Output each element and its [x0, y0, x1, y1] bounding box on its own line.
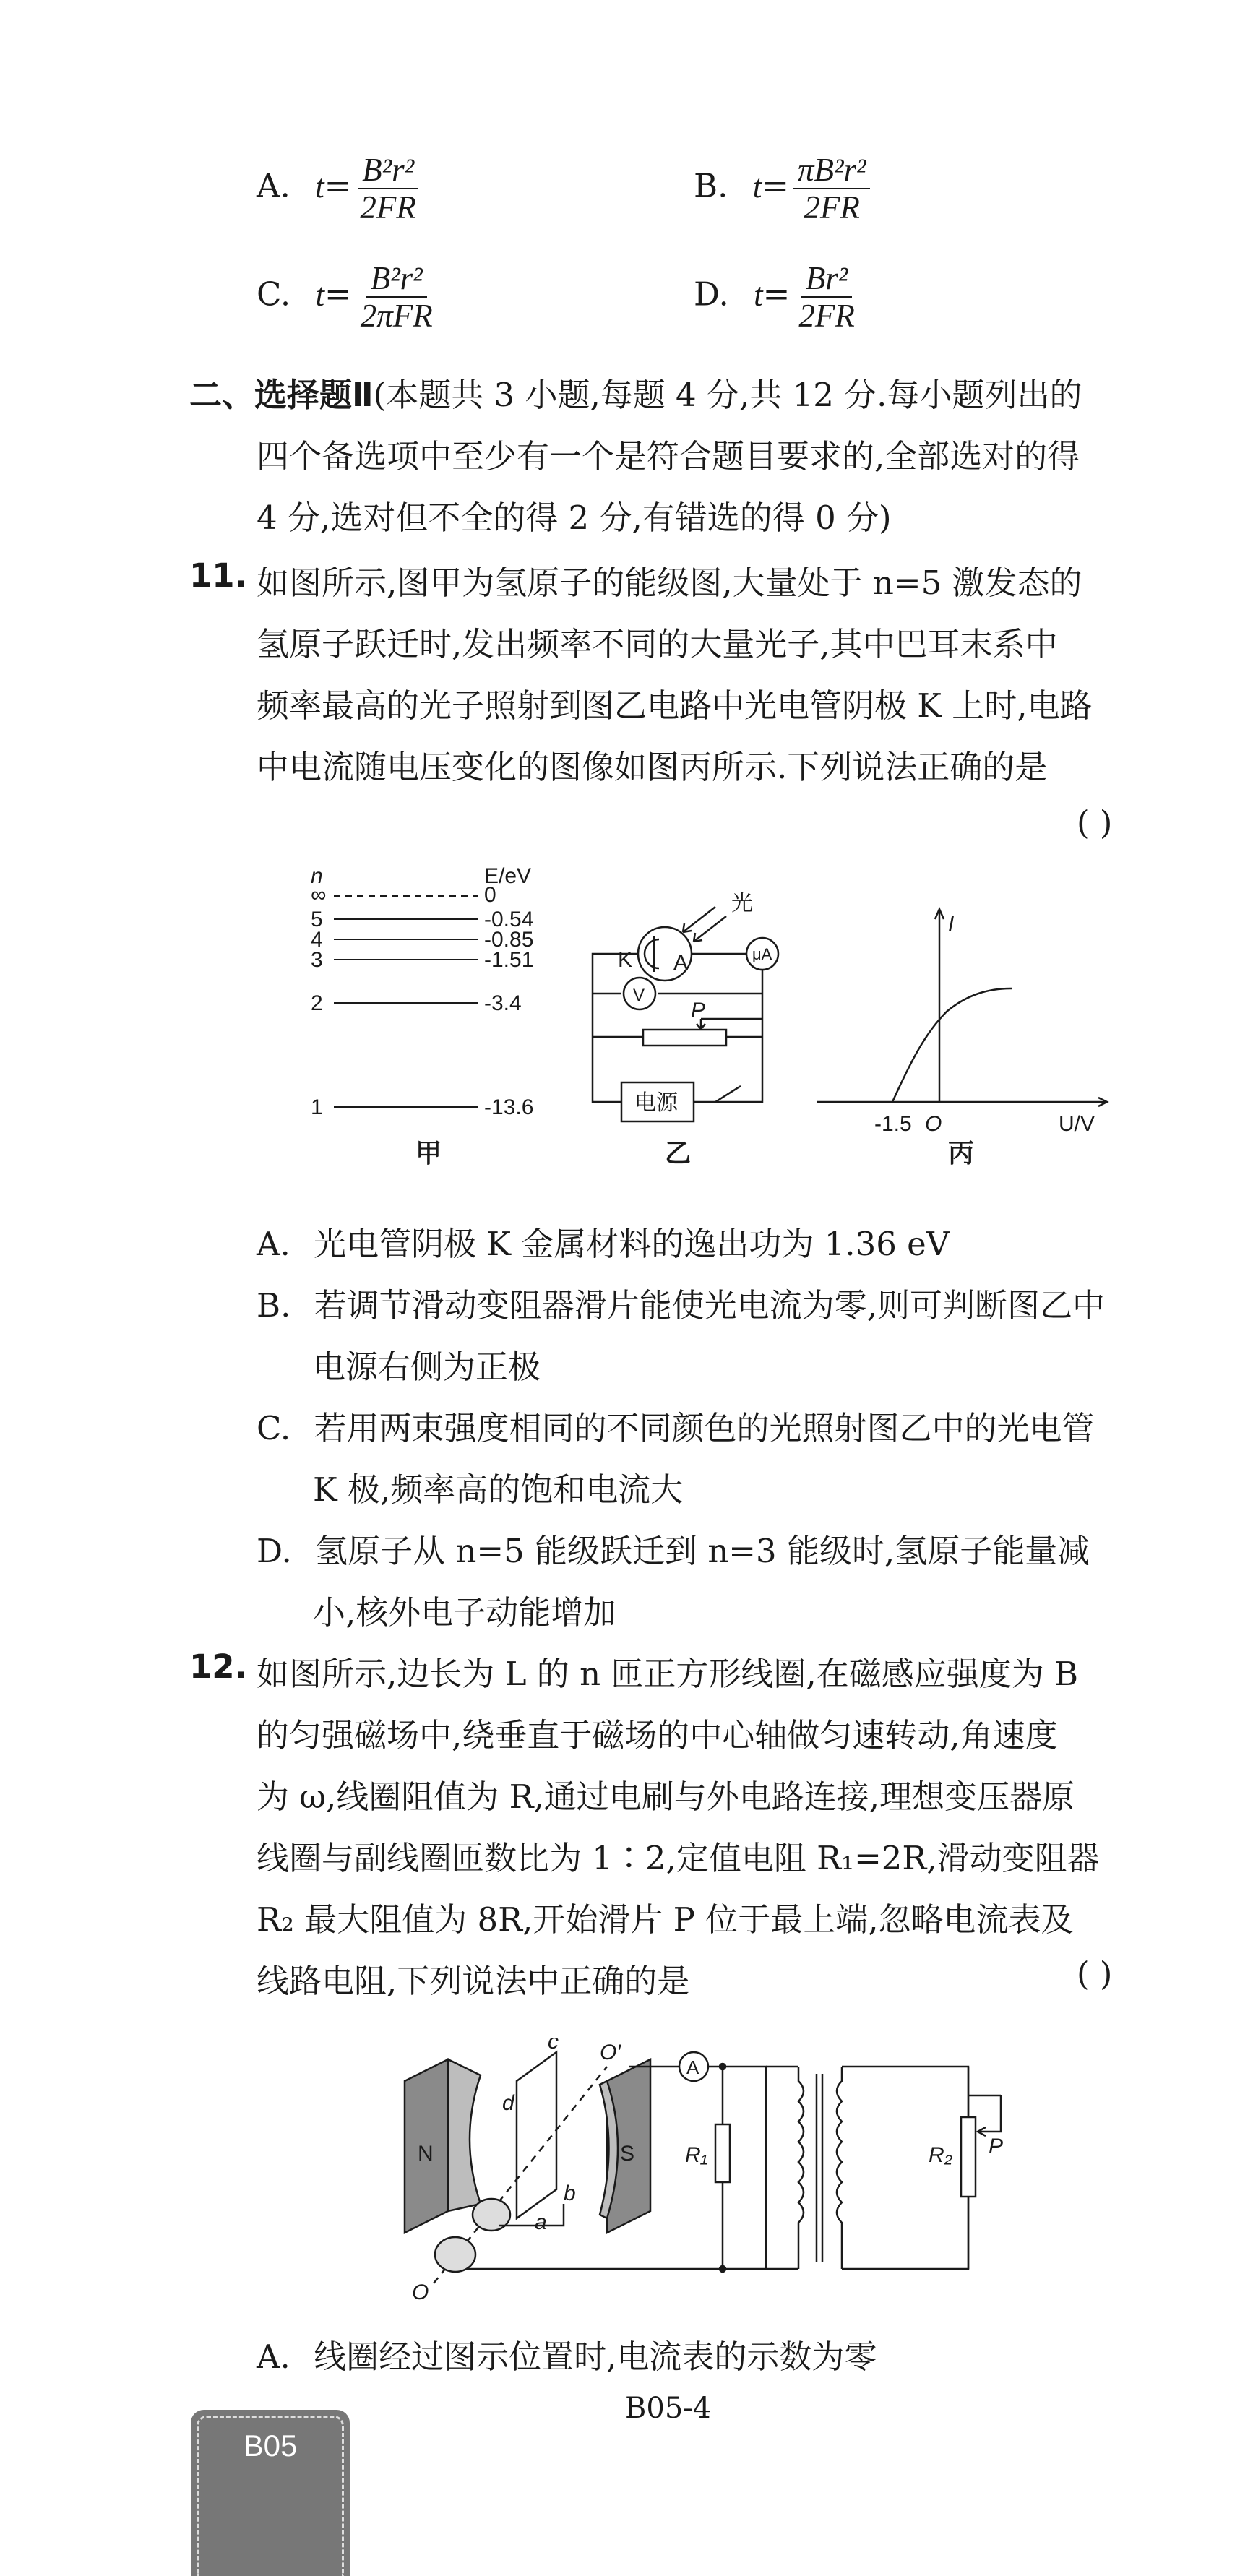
caption-jia: 甲 [415, 1138, 442, 1168]
q12-text-line: 如图所示,边长为 L 的 n 匝正方形线圈,在磁感应强度为 B [257, 1655, 1079, 1693]
r2-label: R₂ [929, 2143, 953, 2167]
secondary-coil [837, 2067, 842, 2269]
section-header: 二、选择题Ⅱ(本题共 3 小题,每题 4 分,共 12 分.每小题列出的 [189, 376, 1082, 414]
corner-c: c [548, 2038, 559, 2054]
microammeter-label: μA [752, 945, 772, 963]
corner-a: a [535, 2210, 547, 2234]
q11-text-line: 氢原子跃迁时,发出频率不同的大量光子,其中巴耳末系中 [257, 625, 1058, 663]
level-n: 3 [311, 948, 323, 972]
i-axis-label: I [948, 912, 955, 936]
level-n: 4 [311, 928, 323, 952]
circuit-diagram [593, 907, 778, 1121]
rheostat-r2 [961, 2117, 976, 2197]
caption-bing: 丙 [948, 1138, 975, 1168]
voltmeter-label: V [633, 986, 645, 1005]
primary-coil [798, 2067, 804, 2269]
fraction: $\frac{\text{B²r²}}{2FR}$ [356, 152, 420, 225]
q11-text-line: 中电流随电压变化的图像如图丙所示.下列说法正确的是 [257, 748, 1048, 786]
north-label: N [418, 2142, 434, 2166]
tab-label: B05 [243, 2429, 298, 2463]
answer-blank: ( ) [1077, 804, 1113, 842]
q11-text-line: 频率最高的光子照射到图乙电路中光电管阴极 K 上时,电路 [257, 686, 1093, 725]
q12-text-line: 为 ω,线圈阻值为 R,通过电刷与外电路连接,理想变压器原 [257, 1778, 1075, 1816]
level-energy: -13.6 [484, 1095, 534, 1119]
section-tab [191, 2410, 350, 2576]
level-energy: -0.54 [484, 908, 534, 931]
energy-axis-label: E/eV [484, 864, 532, 888]
level-n: ∞ [311, 883, 327, 907]
u-axis-label: U/V [1059, 1112, 1095, 1136]
level-n: 5 [311, 908, 323, 931]
junction [720, 2064, 725, 2069]
energy-level-diagram [311, 864, 533, 1168]
generator-labels [412, 2038, 1003, 2304]
graph-labels [874, 912, 1095, 1168]
q12-text-line: 线路电阻,下列说法中正确的是 [257, 1962, 690, 2000]
q12-text-line: 的匀强磁场中,绕垂直于磁场的中心轴做匀速转动,角速度 [257, 1716, 1058, 1754]
circuit-wire [842, 2067, 968, 2269]
level-energy: -0.85 [484, 928, 534, 952]
q10-option-a: A. t= $\frac{\text{B²r²}}{2FR}$ [257, 152, 421, 225]
level-energy: -1.51 [484, 948, 534, 972]
q11-option-b: B. 若调节滑动变阻器滑片能使光电流为零,则可判断图乙中 [257, 1286, 1105, 1324]
q11-option-a: A. 光电管阴极 K 金属材料的逸出功为 1.36 eV [257, 1225, 950, 1263]
section-text: 四个备选项中至少有一个是符合题目要求的,全部选对的得 [257, 437, 1080, 475]
r1-label: R₁ [685, 2143, 708, 2167]
fraction: $\frac{\text{πB²r²}}{2FR}$ [793, 152, 871, 225]
q11-option-c-cont: K 极,频率高的饱和电流大 [313, 1470, 684, 1509]
q11-text-line: 如图所示,图甲为氢原子的能级图,大量处于 n=5 激发态的 [257, 564, 1082, 602]
q12-text-line: R₂ 最大阻值为 8R,开始滑片 P 位于最上端,忽略电流表及 [257, 1900, 1074, 1939]
corner-d: d [502, 2091, 514, 2115]
north-magnet-face [448, 2059, 481, 2211]
origin-label: O [925, 1112, 942, 1136]
question-number: 12. [189, 1647, 247, 1686]
rheostat [643, 1030, 726, 1046]
answer-blank: ( ) [1077, 1955, 1113, 1993]
light-label: 光 [731, 892, 753, 916]
axis-end-o-prime: O′ [600, 2041, 621, 2064]
level-n: 2 [311, 991, 323, 1015]
q10-option-c: C. t= $\frac{\text{B²r²}}{\text{2πFR}}$ [257, 260, 437, 334]
slider-label: P [989, 2135, 1004, 2158]
n-label: n [311, 864, 323, 888]
slip-ring [435, 2237, 475, 2272]
coil [517, 2052, 556, 2218]
slider-label: P [691, 999, 706, 1022]
fraction: $\frac{\text{Br²}}{2FR}$ [798, 260, 855, 334]
q12-option-a: A. 线圈经过图示位置时,电流表的示数为零 [257, 2338, 877, 2376]
caption-yi: 乙 [665, 1138, 692, 1168]
source-label: 电源 [634, 1091, 678, 1115]
anode-label: A [673, 951, 689, 975]
resistor-r1 [715, 2124, 730, 2182]
q11-figure [289, 853, 1192, 1228]
level-energy: 0 [484, 883, 496, 907]
q12-figure [390, 2038, 1026, 2305]
level-energy: -3.4 [484, 991, 522, 1015]
fraction: $\frac{\text{B²r²}}{\text{2πFR}}$ [360, 260, 433, 334]
switch [715, 1086, 741, 1102]
cathode-label: K [618, 948, 633, 972]
corner-b: b [564, 2181, 576, 2205]
q11-option-c: C. 若用两束强度相同的不同颜色的光照射图乙中的光电管 [257, 1409, 1095, 1447]
q11-option-d: D. 氢原子从 n=5 能级跃迁到 n=3 能级时,氢原子能量减 [257, 1532, 1090, 1570]
iv-graph [817, 909, 1107, 1106]
q10-option-b: B. t= $\frac{\text{πB²r²}}{2FR}$ [694, 152, 870, 225]
question-number: 11. [189, 556, 247, 595]
ammeter-label: A [686, 2056, 699, 2078]
section-text: 4 分,选对但不全的得 2 分,有错选的得 0 分) [257, 499, 892, 537]
q12-text-line: 线圈与副线圈匝数比为 1∶2,定值电阻 R₁=2R,滑动变阻器 [257, 1839, 1100, 1877]
page-code: B05-4 [625, 2392, 712, 2425]
q11-option-d-cont: 小,核外电子动能增加 [313, 1593, 616, 1632]
q10-option-d: D. t= $\frac{\text{Br²}}{2FR}$ [694, 260, 859, 334]
south-label: S [620, 2142, 635, 2166]
q11-option-b-cont: 电源右侧为正极 [313, 1348, 541, 1386]
level-n: 1 [311, 1095, 323, 1119]
slider-wire [979, 2095, 1001, 2132]
junction [720, 2266, 725, 2272]
stop-voltage-label: -1.5 [874, 1112, 912, 1136]
axis-end-o: O [412, 2280, 429, 2304]
iv-curve [892, 988, 1012, 1102]
section-title: 二、选择题Ⅱ [189, 376, 374, 414]
